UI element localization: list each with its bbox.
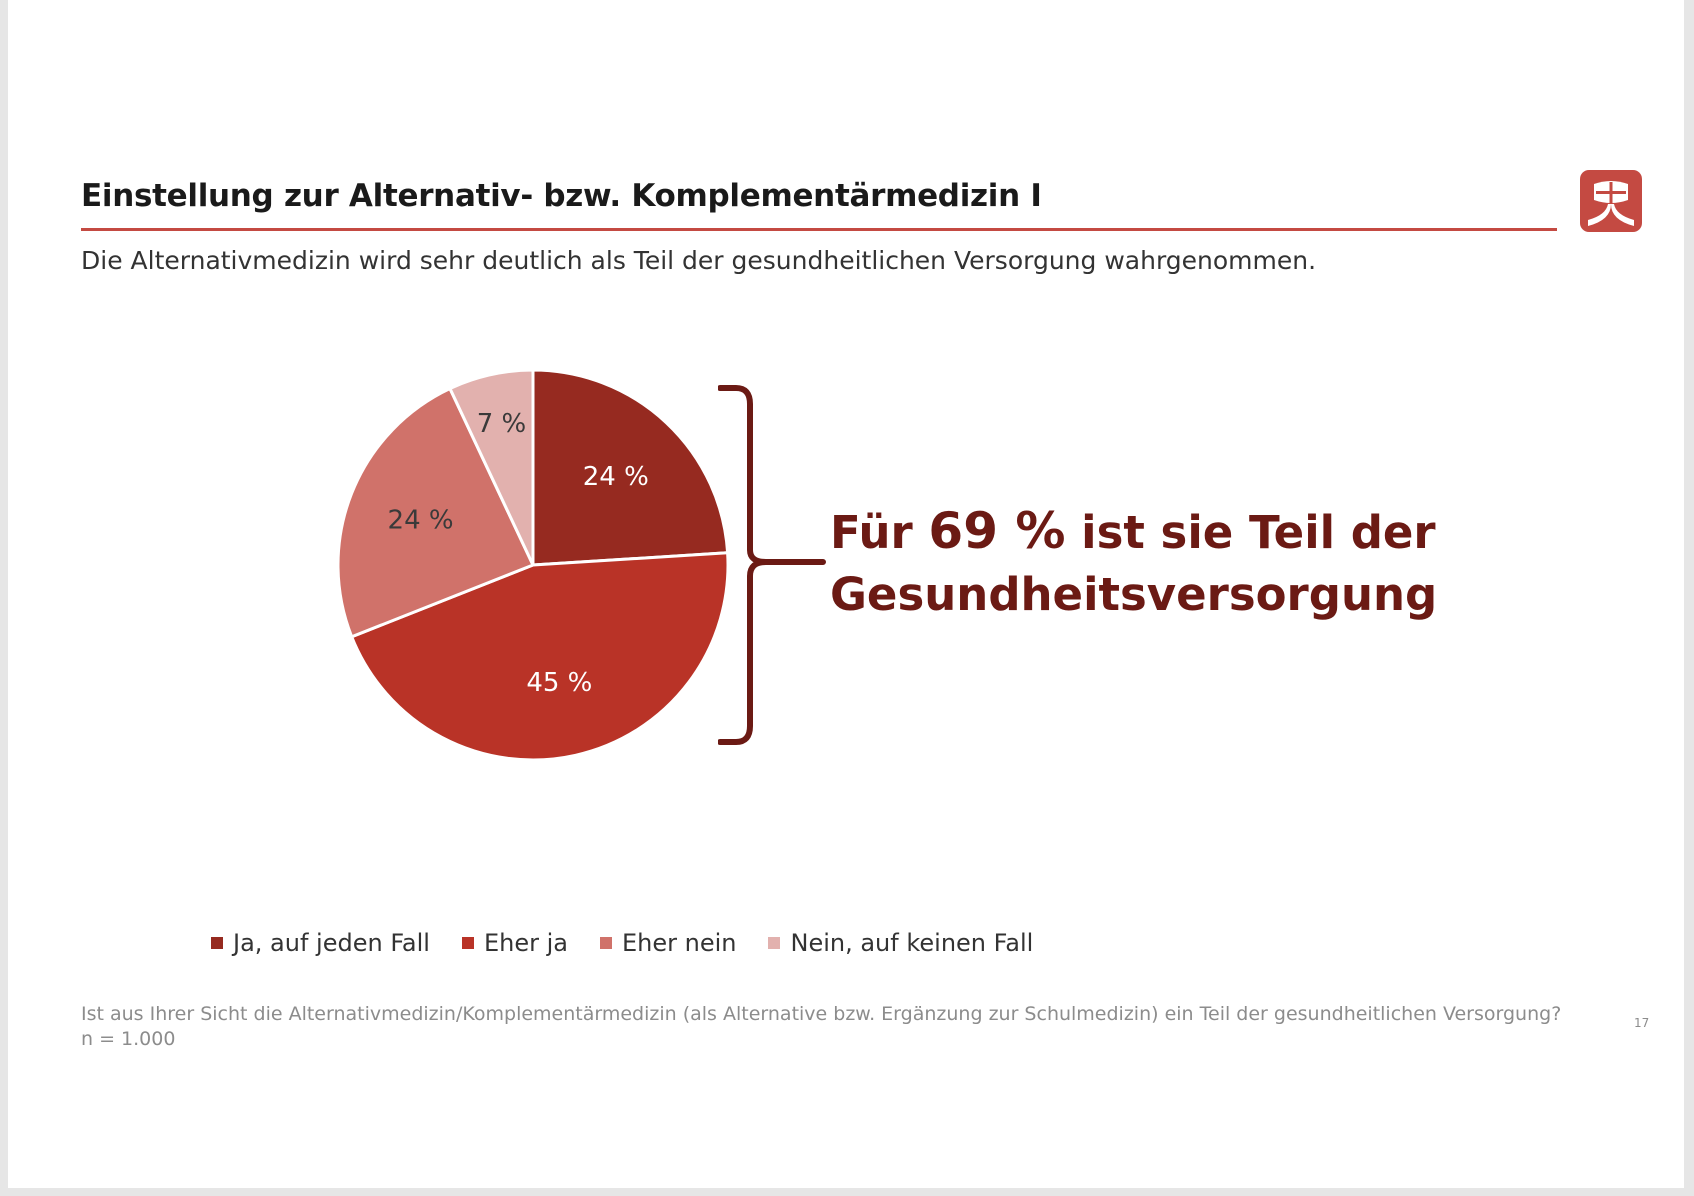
legend-swatch xyxy=(768,937,780,949)
slide xyxy=(8,0,1684,1188)
slide-title: Einstellung zur Alternativ- bzw. Komplementärmedizin I xyxy=(81,178,1042,214)
callout-line-2: Gesundheitsversorgung xyxy=(830,568,1438,621)
survey-question xyxy=(81,1002,1581,1052)
chart-legend xyxy=(211,929,1065,957)
callout-prefix: Für xyxy=(830,506,929,559)
callout-percentage: 69 % xyxy=(928,502,1066,560)
callout-suffix: ist sie Teil der xyxy=(1065,506,1436,559)
pie-chart xyxy=(328,360,738,770)
legend-item xyxy=(768,929,1033,957)
slide-subtitle: Die Alternativmedizin wird sehr deutlich als Teil der gesundheitlichen Versorgung wahrgenommen. xyxy=(81,246,1317,275)
legend-item xyxy=(462,929,568,957)
sample-size: n = 1.000 xyxy=(81,1028,176,1050)
legend-swatch xyxy=(600,937,612,949)
question-text: Ist aus Ihrer Sicht die Alternativmedizin/Komplementärmedizin (als Alternative bzw. Ergänzung zur Schulmedizin) ein Teil der gesundheitlichen Versorgung? xyxy=(81,1003,1562,1025)
pie-data-label: 24 % xyxy=(387,505,454,536)
legend-swatch xyxy=(211,937,223,949)
callout-line-1 xyxy=(830,500,1590,564)
legend-label: Ja, auf jeden Fall xyxy=(233,929,430,957)
pie-data-label: 7 % xyxy=(476,409,527,440)
curly-brace xyxy=(718,370,828,760)
legend-label: Eher ja xyxy=(483,929,568,957)
highlight-callout xyxy=(830,500,1590,626)
legend-swatch xyxy=(462,937,474,949)
legend-label: Eher nein xyxy=(621,929,737,957)
title-underline xyxy=(81,228,1557,231)
brand-flower-logo-icon xyxy=(1580,170,1642,232)
legend-item xyxy=(211,929,430,957)
page-number: 17 xyxy=(1634,1016,1650,1030)
legend-label: Nein, auf keinen Fall xyxy=(790,929,1034,957)
legend-item xyxy=(600,929,737,957)
pie-data-label: 24 % xyxy=(582,461,649,492)
pie-data-label: 45 % xyxy=(526,667,593,698)
